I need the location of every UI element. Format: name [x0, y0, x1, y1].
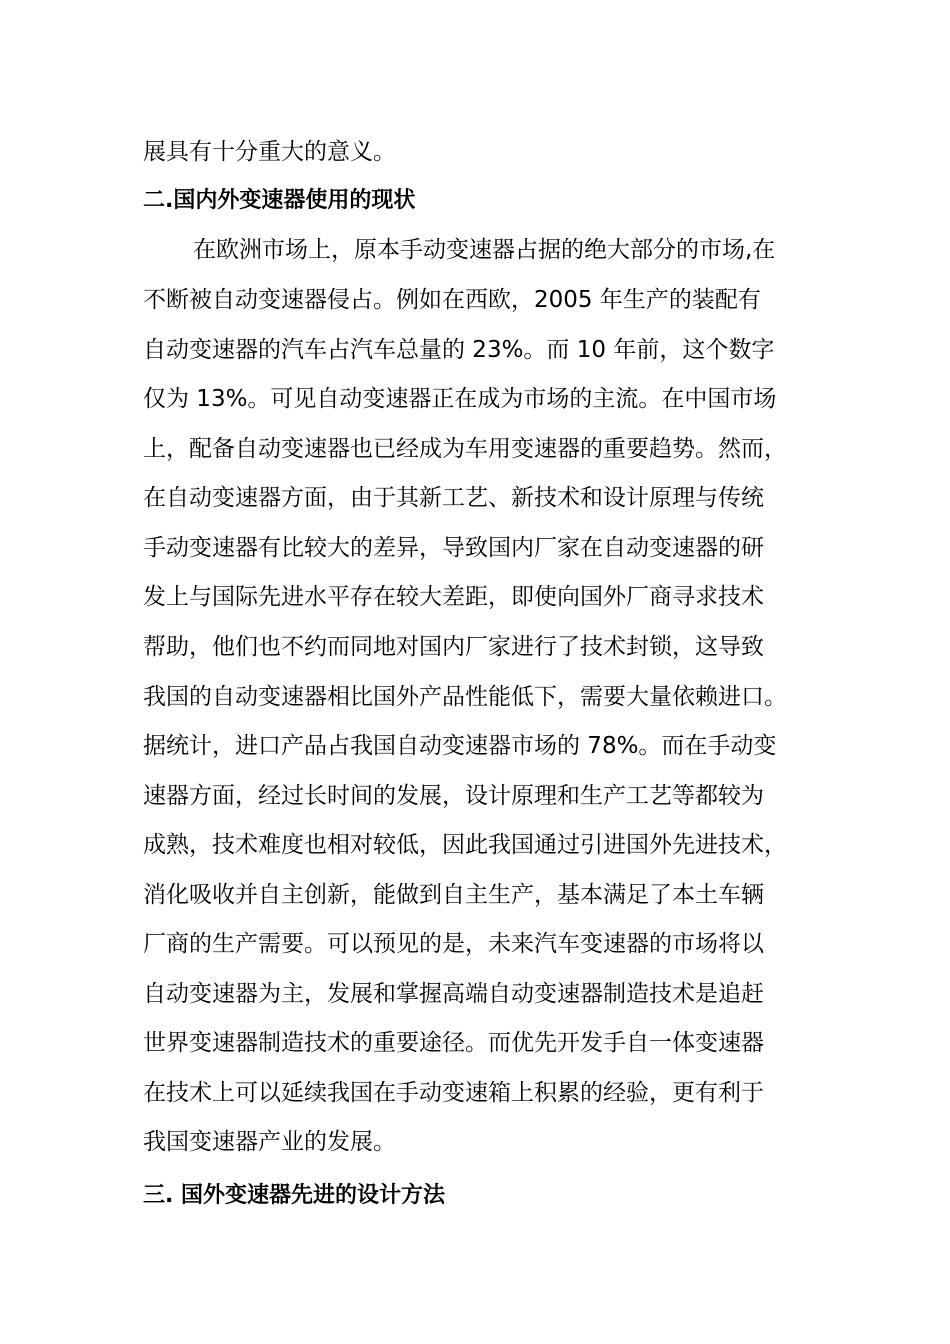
paragraph-line: 自动变速器的汽车占汽车总量的 23%。而 10 年前，这个数字 — [143, 337, 775, 363]
paragraph-line: 在欧洲市场上，原本手动变速器占据的绝大部分的市场,在 — [193, 237, 776, 263]
paragraph-line: 成熟，技术难度也相对较低，因此我国通过引进国外先进技术， — [143, 832, 787, 858]
paragraph-line: 展具有十分重大的意义。 — [143, 139, 396, 165]
paragraph-line: 不断被自动变速器侵占。例如在西欧，2005 年生产的装配有 — [143, 287, 761, 313]
paragraph-line: 手动变速器有比较大的差异，导致国内厂家在自动变速器的研 — [143, 535, 764, 561]
section-heading-3: 三. 国外变速器先进的设计方法 — [143, 1183, 446, 1208]
paragraph-line: 据统计，进口产品占我国自动变速器市场的 78%。而在手动变 — [143, 733, 777, 759]
paragraph-line: 我国变速器产业的发展。 — [143, 1129, 396, 1155]
paragraph-line: 自动变速器为主，发展和掌握高端自动变速器制造技术是追赶 — [143, 981, 764, 1007]
paragraph-line: 在自动变速器方面，由于其新工艺、新技术和设计原理与传统 — [143, 485, 764, 511]
paragraph-line: 帮助，他们也不约而同地对国内厂家进行了技术封锁，这导致 — [143, 634, 764, 660]
paragraph-line: 速器方面，经过长时间的发展，设计原理和生产工艺等都较为 — [143, 783, 764, 809]
paragraph-line: 仅为 13%。可见自动变速器正在成为市场的主流。在中国市场 — [143, 386, 777, 412]
paragraph-line: 消化吸收并自主创新，能做到自主生产，基本满足了本土车辆 — [143, 882, 764, 908]
paragraph-line: 在技术上可以延续我国在手动变速箱上积累的经验，更有利于 — [143, 1080, 764, 1106]
section-heading-2: 二.国内外变速器使用的现状 — [143, 188, 416, 213]
paragraph-line: 厂商的生产需要。可以预见的是，未来汽车变速器的市场将以 — [143, 931, 764, 957]
paragraph-line: 上，配备自动变速器也已经成为车用变速器的重要趋势。然而， — [143, 436, 787, 462]
paragraph-line: 世界变速器制造技术的重要途径。而优先开发手自一体变速器 — [143, 1030, 764, 1056]
paragraph-line: 发上与国际先进水平存在较大差距，即使向国外厂商寻求技术 — [143, 584, 764, 610]
paragraph-line: 我国的自动变速器相比国外产品性能低下，需要大量依赖进口。 — [143, 684, 787, 710]
